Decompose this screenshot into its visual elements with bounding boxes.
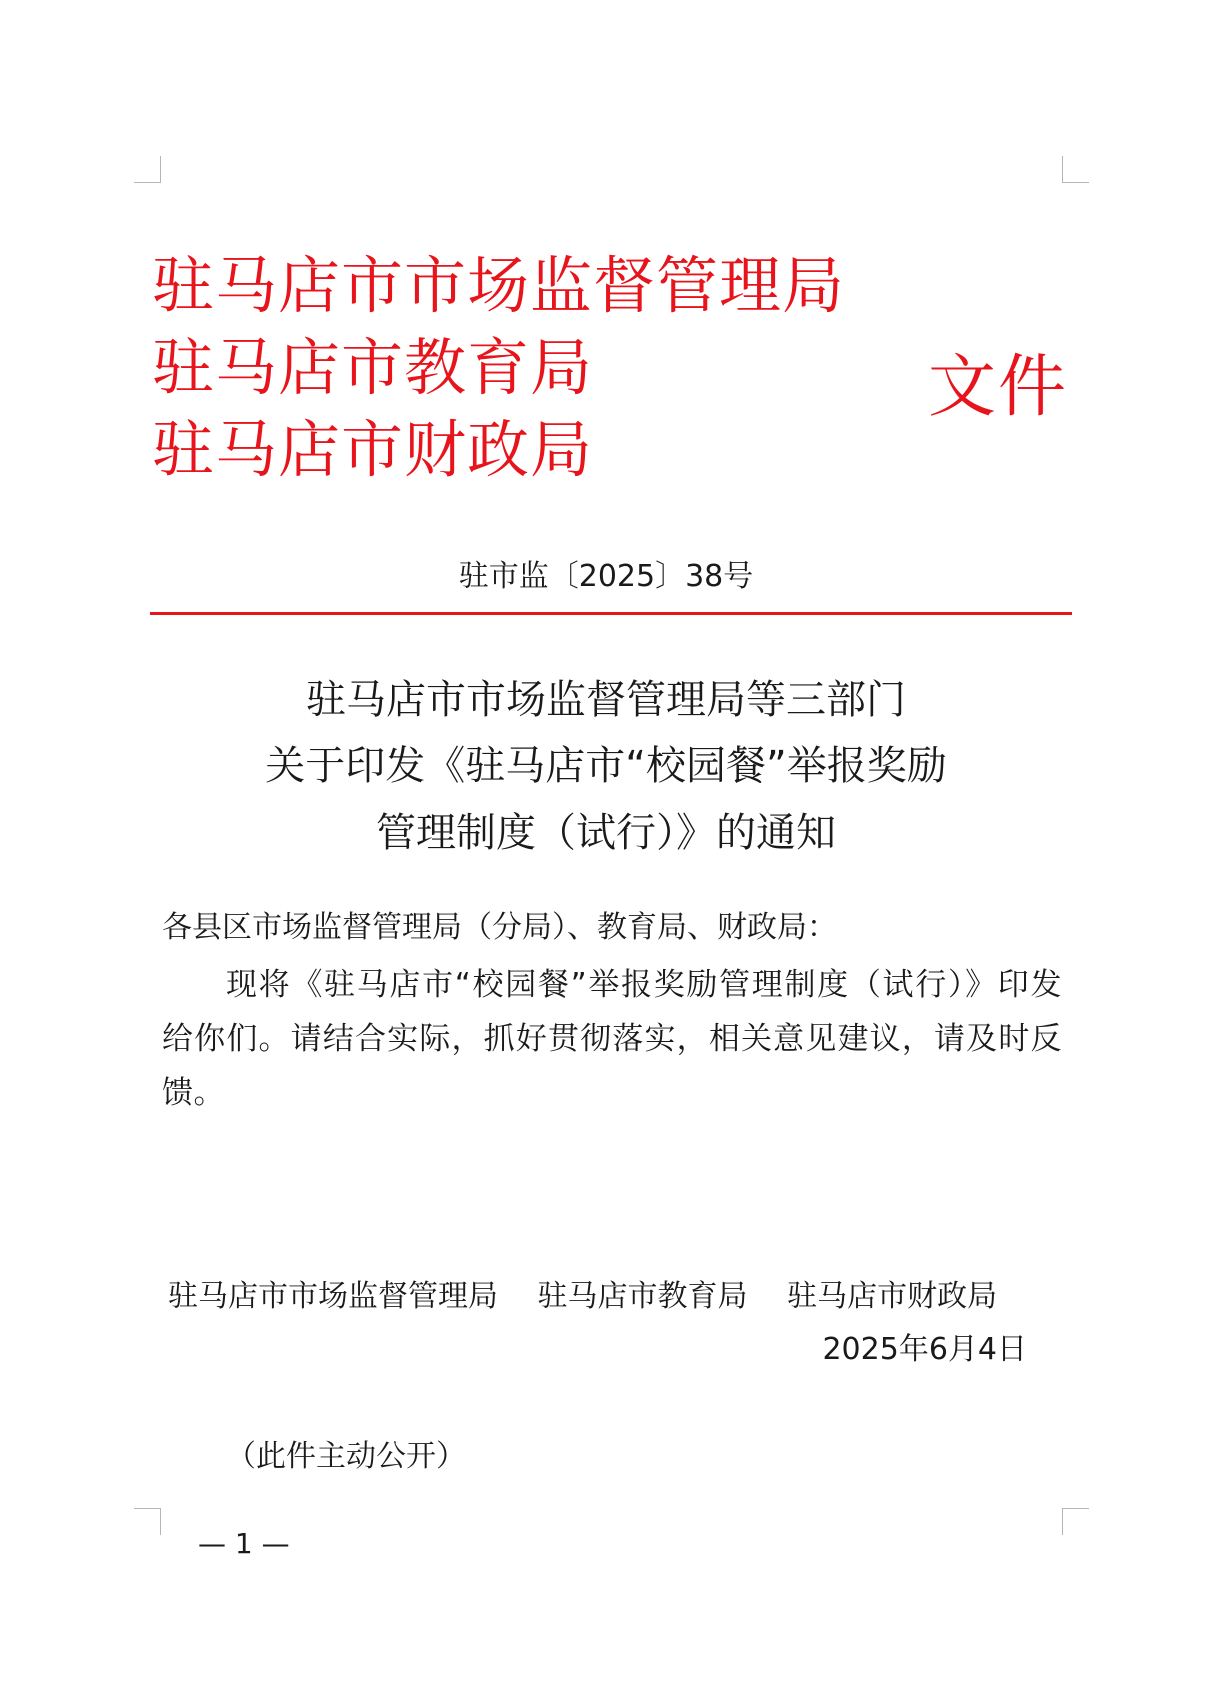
crop-mark-bottom-left	[134, 1508, 161, 1535]
signer-finance: 驻马店市财政局	[787, 1279, 998, 1314]
red-separator-line	[150, 612, 1072, 615]
page-number: — 1 —	[198, 1527, 290, 1560]
issuer-education: 驻马店市教育局	[152, 331, 594, 404]
crop-mark-top-left	[134, 156, 161, 183]
document-label: 文件	[928, 348, 1069, 427]
issue-date: 2025年6月4日	[822, 1332, 1027, 1367]
signer-market-supervision: 驻马店市市场监督管理局	[168, 1279, 498, 1314]
document-title-line-1: 驻马店市市场监督管理局等三部门	[306, 677, 906, 723]
signature-block	[168, 1279, 1027, 1314]
document-title-line-3: 管理制度（试行）》的通知	[376, 810, 836, 856]
document-title-line-2: 关于印发《驻马店市“校园餐”举报奖励	[265, 743, 947, 789]
salutation: 各县区市场监督管理局（分局）、教育局、财政局：	[162, 910, 837, 945]
issuer-finance: 驻马店市财政局	[152, 413, 594, 486]
crop-mark-bottom-right	[1062, 1508, 1089, 1535]
document-number: 驻市监〔2025〕38号	[458, 559, 754, 594]
body-paragraph: 现将《驻马店市“校园餐”举报奖励管理制度（试行）》印发给你们。请结合实际，抓好贯彻落实，相关意见建议，请及时反馈。	[162, 967, 1062, 1111]
signer-education: 驻马店市教育局	[537, 1279, 748, 1314]
issuer-market-supervision: 驻马店市市场监督管理局	[152, 249, 846, 322]
disclosure-note: （此件主动公开）	[226, 1439, 466, 1474]
crop-mark-top-right	[1062, 156, 1089, 183]
